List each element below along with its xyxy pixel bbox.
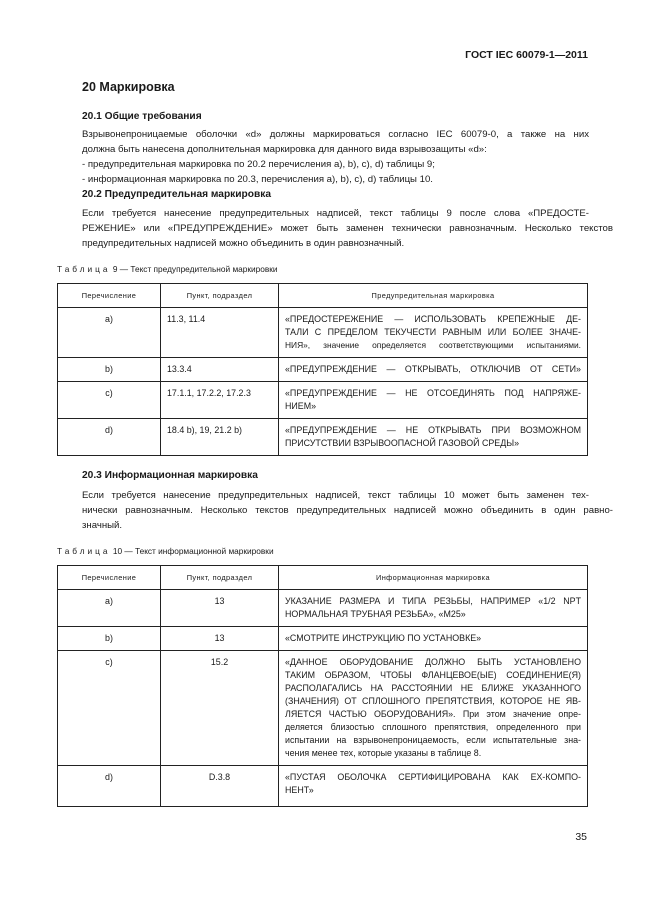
- cell-clause: D.3.8: [161, 766, 279, 807]
- cell-line: НОРМАЛЬНАЯ ТРУБНАЯ РЕЗЬБА», «M25»: [285, 609, 466, 619]
- paragraph-line: должна быть нанесена дополнительная маркировка для данного вида взрывозащиты «d»:: [82, 144, 487, 155]
- caption-text: 10 — Текст информационной маркировки: [110, 546, 274, 556]
- column-header-marking: Предупредительная маркировка: [279, 284, 588, 308]
- paragraph-line: РЕЖЕНИЕ» или «ПРЕДУПРЕЖДЕНИЕ» может быть заменен технически равнозначным. Несколько текстов: [82, 223, 613, 234]
- cell-clause: 13: [161, 590, 279, 627]
- subsection-20-2-heading: 20.2 Предупредительная маркировка: [82, 189, 272, 200]
- table-row: [58, 651, 588, 766]
- table-row: [58, 590, 588, 627]
- subsection-20-3-text: [82, 488, 613, 533]
- cell-line: УКАЗАНИЕ РАЗМЕРА И ТИПА РЕЗЬБЫ, НАПРИМЕР «1/2 NPT: [285, 596, 581, 606]
- subsection-20-1-heading: 20.1 Общие требования: [82, 111, 202, 122]
- section-title: 20 Маркировка: [82, 80, 175, 94]
- paragraph-line: нически равнозначным. Несколько текстов предупредительных надписей можно объединить в один равно-: [82, 505, 613, 516]
- cell-marking: [279, 308, 588, 358]
- paragraph-line: - предупредительная маркировка по 20.2 перечисления a), b), c), d) таблицы 9;: [82, 159, 435, 170]
- table-10: [57, 565, 588, 807]
- cell-marking: [279, 358, 588, 382]
- standard-id: ГОСТ IEC 60079-1—2011: [465, 49, 588, 61]
- cell-line: «ПРЕДУПРЕЖДЕНИЕ — НЕ ОТСОЕДИНЯТЬ ПОД НАПРЯЖЕ-: [285, 388, 581, 398]
- subsection-20-1-text: [82, 127, 589, 187]
- cell-enum: b): [58, 627, 161, 651]
- cell-line: НИЯ», значение определяется соответствующими испытаниями.: [285, 340, 581, 350]
- cell-line: «ПРЕДУПРЕЖДЕНИЕ — НЕ ОТКРЫВАТЬ ПРИ ВОЗМОЖНОМ: [285, 425, 581, 435]
- table-9: [57, 283, 588, 456]
- cell-clause: 13: [161, 627, 279, 651]
- cell-line: НЕНТ»: [285, 785, 314, 795]
- caption-word: Таблица: [57, 264, 111, 274]
- cell-line: ТАКИМ ОБРАЗОМ, ЧТОБЫ ФЛАНЦЕВОЕ(ЫЕ) СОЕДИНЕНИЕ(Я): [285, 670, 581, 680]
- cell-clause: 17.1.1, 17.2.2, 17.2.3: [161, 382, 279, 419]
- paragraph-line: Взрывонепроницаемые оболочки «d» должны маркироваться согласно IEC 60079-0, а также на них: [82, 129, 589, 140]
- cell-enum: c): [58, 382, 161, 419]
- paragraph-line: Если требуется нанесение предупредительных надписей, текст таблицы 9 после слова «ПРЕДОСТЕ-: [82, 208, 589, 219]
- paragraph-line: - информационная маркировка по 20.3, перечисления a), b), c), d) таблицы 10.: [82, 174, 433, 185]
- cell-line: чения менее тех, которые указаны в таблице 8.: [285, 748, 482, 758]
- cell-line: ЛЯЕТСЯ ЧАСТЬЮ ОБОРУДОВАНИЯ». При этом значение опре-: [285, 709, 581, 719]
- table-header-row: [58, 284, 588, 308]
- table-header-row: [58, 566, 588, 590]
- paragraph-line: предупредительных надписей можно объединить в один равнозначный.: [82, 238, 405, 249]
- column-header-enum: Перечисление: [58, 566, 161, 590]
- cell-line: деляется близостью сплошного препятствия, определенного при: [285, 722, 581, 732]
- cell-enum: b): [58, 358, 161, 382]
- column-header-marking: Информационная маркировка: [279, 566, 588, 590]
- cell-line: испытании на взрывонепроницаемость, если испытательные зна-: [285, 735, 581, 745]
- cell-line: «ПРЕДУПРЕЖДЕНИЕ — ОТКРЫВАТЬ, ОТКЛЮЧИВ ОТ СЕТИ»: [285, 364, 581, 374]
- cell-line: ПРИСУТСТВИИ ВЗРЫВООПАСНОЙ ГАЗОВОЙ СРЕДЫ»: [285, 438, 520, 448]
- cell-enum: a): [58, 590, 161, 627]
- cell-enum: c): [58, 651, 161, 766]
- page-number: 35: [575, 831, 587, 843]
- cell-line: РАСПОЛАГАЛИСЬ НА РАССТОЯНИИ НЕ БЛИЖЕ УКАЗАННОГО: [285, 683, 581, 693]
- cell-marking: [279, 766, 588, 807]
- cell-enum: a): [58, 308, 161, 358]
- table-9-caption: [57, 264, 278, 274]
- cell-line: «СМОТРИТЕ ИНСТРУКЦИЮ ПО УСТАНОВКЕ»: [285, 633, 482, 643]
- cell-line: (ЗНАЧЕНИЯ) ОТ СПЛОШНОГО ПРЕПЯТСТВИЯ, КОТОРОЕ НЕ ЯВ-: [285, 696, 581, 706]
- cell-line: «ПУСТАЯ ОБОЛОЧКА СЕРТИФИЦИРОВАНА КАК EX-КОМПО-: [285, 772, 581, 782]
- table-row: [58, 308, 588, 358]
- caption-word: Таблица: [57, 546, 111, 556]
- table-row: [58, 358, 588, 382]
- cell-clause: 11.3, 11.4: [161, 308, 279, 358]
- cell-marking: [279, 419, 588, 456]
- cell-clause: 13.3.4: [161, 358, 279, 382]
- cell-marking: [279, 651, 588, 766]
- cell-clause: 15.2: [161, 651, 279, 766]
- table-row: [58, 766, 588, 807]
- table-row: [58, 627, 588, 651]
- cell-line: «ПРЕДОСТЕРЕЖЕНИЕ — ИСПОЛЬЗОВАТЬ КРЕПЕЖНЫЕ ДЕ-: [285, 314, 581, 324]
- cell-line: «ДАННОЕ ОБОРУДОВАНИЕ ДОЛЖНО БЫТЬ УСТАНОВЛЕНО: [285, 657, 581, 667]
- caption-text: 9 — Текст предупредительной маркировки: [110, 264, 278, 274]
- cell-line: НИЕМ»: [285, 401, 317, 411]
- paragraph-line: значный.: [82, 520, 123, 531]
- cell-enum: d): [58, 766, 161, 807]
- cell-marking: [279, 590, 588, 627]
- column-header-clause: Пункт, подраздел: [161, 284, 279, 308]
- cell-line: ТАЛИ С ПРЕДЕЛОМ ТЕКУЧЕСТИ РАВНЫМ ИЛИ БОЛЕЕ ЗНАЧЕ-: [285, 327, 581, 337]
- cell-enum: d): [58, 419, 161, 456]
- table-row: [58, 382, 588, 419]
- cell-marking: [279, 627, 588, 651]
- column-header-enum: Перечисление: [58, 284, 161, 308]
- subsection-20-2-text: [82, 206, 613, 251]
- cell-clause: 18.4 b), 19, 21.2 b): [161, 419, 279, 456]
- column-header-clause: Пункт, подраздел: [161, 566, 279, 590]
- table-10-caption: [57, 546, 274, 556]
- table-row: [58, 419, 588, 456]
- paragraph-line: Если требуется нанесение предупредительных надписей, текст таблицы 10 может быть заменен тех-: [82, 490, 589, 501]
- cell-marking: [279, 382, 588, 419]
- subsection-20-3-heading: 20.3 Информационная маркировка: [82, 470, 258, 481]
